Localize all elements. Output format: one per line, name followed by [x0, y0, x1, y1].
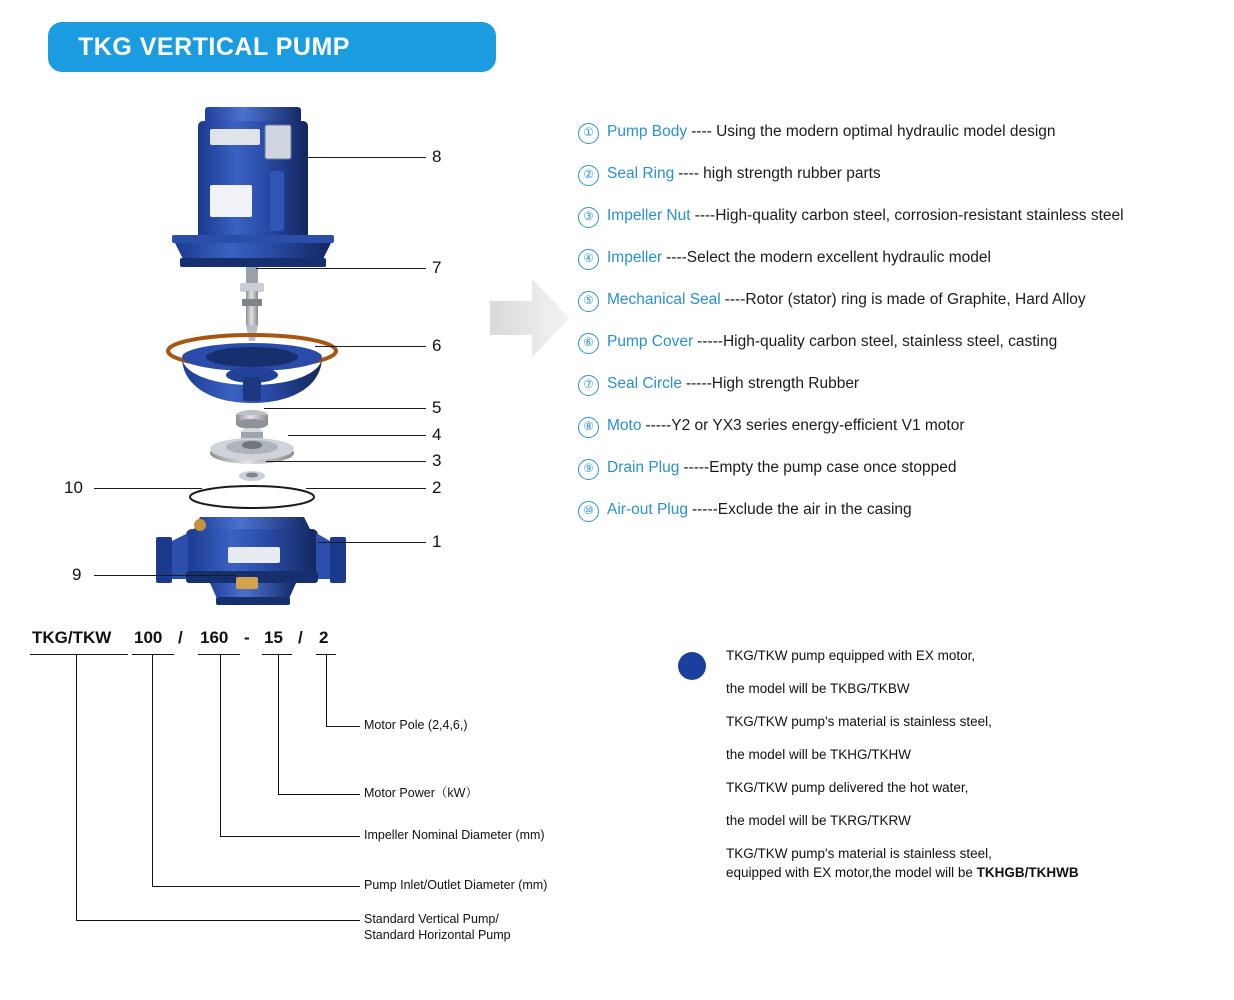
connector-pole-h — [326, 726, 360, 727]
bullet-dot-icon — [678, 652, 706, 680]
connector-power-v — [278, 654, 279, 794]
label-standard-pump-line1: Standard Vertical Pump/ — [364, 912, 499, 926]
note-line-7: TKG/TKW pump's material is stainless steel, — [726, 846, 992, 861]
leader-line-1 — [318, 542, 426, 543]
legend-item-1 — [578, 122, 1228, 144]
note-line-4: the model will be TKHG/TKHW — [726, 747, 912, 762]
model-code-pole: 2 — [319, 628, 329, 647]
legend-desc-1: ---- Using the modern optimal hydraulic model design — [691, 123, 1056, 140]
callout-number-7: 7 — [432, 258, 442, 277]
arrow-icon — [490, 275, 572, 361]
legend-number-icon-1: ① — [578, 123, 599, 144]
model-code-slash-2: / — [298, 628, 303, 647]
connector-inlet-h — [152, 886, 360, 887]
underline-power — [262, 654, 292, 655]
callout-number-5: 5 — [432, 398, 442, 417]
callout-number-1: 1 — [432, 532, 442, 551]
callout-number-10: 10 — [64, 478, 83, 497]
legend-desc-10: -----Exclude the air in the casing — [691, 501, 912, 518]
legend-item-9 — [578, 458, 1228, 480]
note-line-1: TKG/TKW pump equipped with EX motor, — [726, 648, 976, 663]
legend-desc-7: -----High strength Rubber — [685, 375, 860, 392]
legend-number-icon-6: ⑥ — [578, 333, 599, 354]
model-variant-notes — [678, 648, 1218, 898]
leader-line-10 — [94, 488, 202, 489]
legend-number-icon-7: ⑦ — [578, 375, 599, 396]
legend-item-10 — [578, 500, 1228, 522]
callout-number-9: 9 — [72, 565, 82, 584]
connector-series-h — [76, 920, 360, 921]
legend-number-icon-4: ④ — [578, 249, 599, 270]
legend-number-icon-5: ⑤ — [578, 291, 599, 312]
underline-series — [30, 654, 128, 655]
callout-number-6: 6 — [432, 336, 442, 355]
legend-desc-9: -----Empty the pump case once stopped — [683, 459, 957, 476]
model-code-series: TKG/TKW — [32, 628, 112, 647]
legend-item-8 — [578, 416, 1228, 438]
legend-number-icon-9: ⑨ — [578, 459, 599, 480]
leader-line-5 — [264, 408, 426, 409]
legend-desc-3: ----High-quality carbon steel, corrosion-resistant stainless steel — [694, 207, 1124, 224]
leader-line-6 — [315, 346, 426, 347]
legend-name-3: Impeller Nut — [607, 207, 691, 224]
legend-name-10: Air-out Plug — [607, 501, 688, 518]
note-line-8-bold: TKHGB/TKHWB — [976, 865, 1079, 880]
leader-line-2 — [306, 488, 426, 489]
legend-item-5 — [578, 290, 1228, 312]
legend-name-8: Moto — [607, 417, 642, 434]
parts-legend-list — [578, 122, 1228, 542]
pump-illustration — [60, 85, 530, 610]
legend-desc-5: ----Rotor (stator) ring is made of Graphite, Hard Alloy — [724, 291, 1086, 308]
legend-name-1: Pump Body — [607, 123, 688, 140]
leader-line-9 — [94, 575, 236, 576]
connector-series-v — [76, 654, 77, 920]
model-code-inlet: 100 — [134, 628, 163, 647]
note-line-2: the model will be TKBG/TKBW — [726, 681, 910, 696]
model-code-dash: - — [244, 628, 250, 647]
legend-name-9: Drain Plug — [607, 459, 680, 476]
legend-item-6 — [578, 332, 1228, 354]
page-title-banner — [48, 22, 496, 72]
label-motor-pole: Motor Pole (2,4,6,) — [364, 718, 468, 732]
callout-number-4: 4 — [432, 425, 442, 444]
connector-impeller-v — [220, 654, 221, 836]
callout-number-3: 3 — [432, 451, 442, 470]
legend-number-icon-10: ⑩ — [578, 501, 599, 522]
page-title: TKG VERTICAL PUMP — [78, 32, 350, 61]
legend-number-icon-8: ⑧ — [578, 417, 599, 438]
callout-number-2: 2 — [432, 478, 442, 497]
model-naming-diagram — [22, 628, 622, 968]
legend-number-icon-3: ③ — [578, 207, 599, 228]
connector-pole-v — [326, 654, 327, 726]
connector-inlet-v — [152, 654, 153, 886]
legend-item-4 — [578, 248, 1228, 270]
note-line-3: TKG/TKW pump's material is stainless steel, — [726, 714, 992, 729]
legend-item-7 — [578, 374, 1228, 396]
connector-impeller-h — [220, 836, 360, 837]
model-code-impeller: 160 — [200, 628, 229, 647]
underline-impeller — [198, 654, 240, 655]
callout-number-8: 8 — [432, 147, 442, 166]
connector-power-h — [278, 794, 360, 795]
note-line-5: TKG/TKW pump delivered the hot water, — [726, 780, 969, 795]
legend-desc-4: ----Select the modern excellent hydraulic model — [666, 249, 991, 266]
leader-line-7 — [256, 268, 426, 269]
legend-name-5: Mechanical Seal — [607, 291, 721, 308]
legend-number-icon-2: ② — [578, 165, 599, 186]
leader-line-3 — [266, 461, 426, 462]
leader-line-8 — [308, 157, 426, 158]
leader-line-4 — [288, 435, 426, 436]
label-motor-power: Motor Power（kW） — [364, 786, 478, 800]
legend-name-4: Impeller — [607, 249, 663, 266]
label-impeller-diameter: Impeller Nominal Diameter (mm) — [364, 828, 545, 842]
model-code-slash-1: / — [178, 628, 183, 647]
legend-item-2 — [578, 164, 1228, 186]
label-standard-pump-line2: Standard Horizontal Pump — [364, 928, 511, 942]
legend-name-2: Seal Ring — [607, 165, 675, 182]
note-line-6: the model will be TKRG/TKRW — [726, 813, 911, 828]
label-inlet-outlet-diameter: Pump Inlet/Outlet Diameter (mm) — [364, 878, 548, 892]
exploded-pump-diagram — [60, 85, 530, 610]
model-code-power: 15 — [264, 628, 283, 647]
note-line-8-text: equipped with EX motor,the model will be — [726, 865, 977, 880]
underline-inlet — [132, 654, 174, 655]
legend-item-3 — [578, 206, 1228, 228]
legend-name-6: Pump Cover — [607, 333, 694, 350]
legend-desc-8: -----Y2 or YX3 series energy-efficient V1 motor — [645, 417, 965, 434]
note-line-8 — [726, 865, 1218, 880]
legend-desc-6: -----High-quality carbon steel, stainless steel, casting — [697, 333, 1058, 350]
legend-name-7: Seal Circle — [607, 375, 682, 392]
legend-desc-2: ---- high strength rubber parts — [678, 165, 881, 182]
